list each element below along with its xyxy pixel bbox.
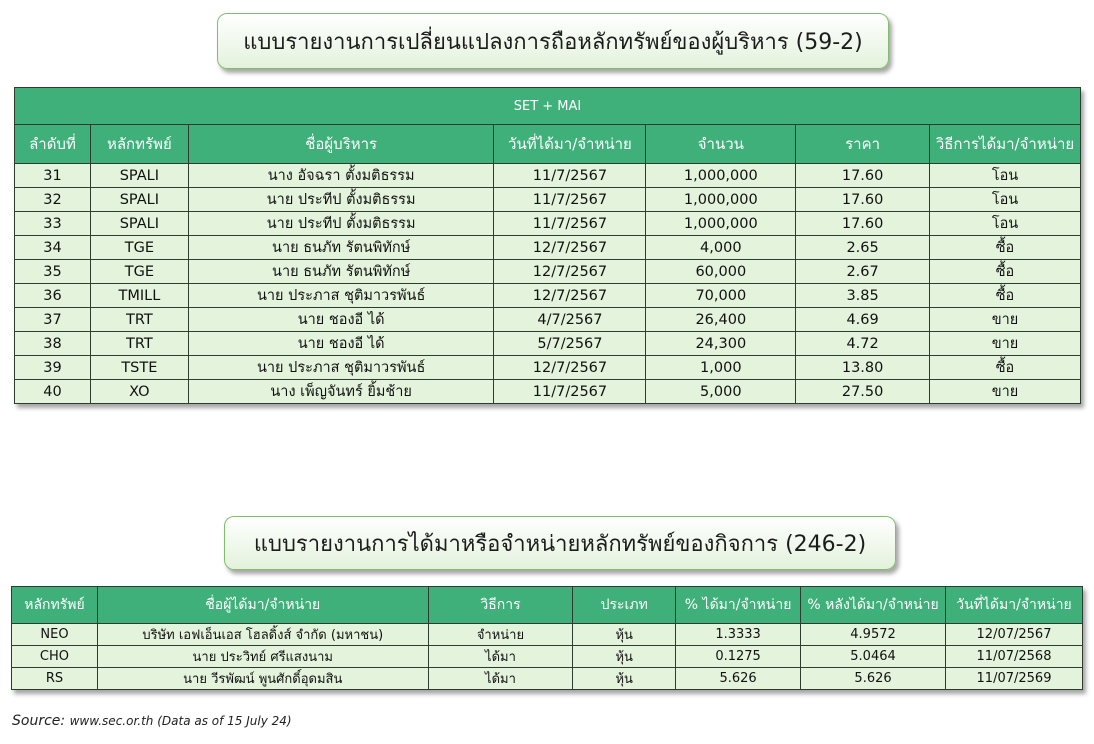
table-cell: 35 xyxy=(15,260,91,284)
table-row xyxy=(15,236,1081,260)
table-cell: ได้มา xyxy=(428,646,573,668)
source-text: www.sec.or.th (Data as of 15 July 24) xyxy=(69,714,292,728)
table-cell: 24,300 xyxy=(646,332,796,356)
table-row xyxy=(15,284,1081,308)
table-row xyxy=(15,260,1081,284)
table-cell: 40 xyxy=(15,380,91,404)
table-cell: 13.80 xyxy=(796,356,930,380)
column-header: ชื่อผู้ได้มา/จำหน่าย xyxy=(97,587,428,624)
column-header: วิธีการได้มา/จำหน่าย xyxy=(929,125,1080,164)
table-cell: 5.626 xyxy=(676,668,801,690)
table-cell: โอน xyxy=(929,188,1080,212)
table-cell: 17.60 xyxy=(796,188,930,212)
table-cell: 12/07/2567 xyxy=(946,624,1083,646)
table-cell: 5.0464 xyxy=(801,646,946,668)
table-cell: 27.50 xyxy=(796,380,930,404)
table-cell: SPALI xyxy=(90,212,188,236)
table-cell: CHO xyxy=(12,646,98,668)
table-cell: 12/7/2567 xyxy=(494,356,646,380)
table-row xyxy=(12,646,1083,668)
table-cell: นาย ธนภัท รัตนพิทักษ์ xyxy=(188,236,494,260)
table-cell: นาง อัจฉรา ตั้งมติธรรม xyxy=(188,164,494,188)
table-cell: 1,000,000 xyxy=(646,212,796,236)
table-cell: หุ้น xyxy=(573,624,676,646)
table-cell: TGE xyxy=(90,236,188,260)
table-cell: 11/7/2567 xyxy=(494,212,646,236)
table-cell: 4/7/2567 xyxy=(494,308,646,332)
table-row xyxy=(12,668,1083,690)
table-cell: บริษัท เอฟเอ็นเอส โฮลดิ้งส์ จำกัด (มหาชน) xyxy=(97,624,428,646)
column-header: % ได้มา/จำหน่าย xyxy=(676,587,801,624)
table-cell: 11/7/2567 xyxy=(494,380,646,404)
column-header: จำนวน xyxy=(646,125,796,164)
table-cell: SPALI xyxy=(90,164,188,188)
table-cell: TSTE xyxy=(90,356,188,380)
column-header: % หลังได้มา/จำหน่าย xyxy=(801,587,946,624)
table-cell: 60,000 xyxy=(646,260,796,284)
table-cell: 36 xyxy=(15,284,91,308)
table-cell: 12/7/2567 xyxy=(494,260,646,284)
column-header: ประเภท xyxy=(573,587,676,624)
table-cell: 5,000 xyxy=(646,380,796,404)
table-cell: 4.72 xyxy=(796,332,930,356)
table-cell: 12/7/2567 xyxy=(494,284,646,308)
table-cell: 17.60 xyxy=(796,212,930,236)
table-cell: 5.626 xyxy=(801,668,946,690)
column-header: วันที่ได้มา/จำหน่าย xyxy=(946,587,1083,624)
table-cell: โอน xyxy=(929,212,1080,236)
table-cell: 39 xyxy=(15,356,91,380)
table-cell: โอน xyxy=(929,164,1080,188)
table-cell: 70,000 xyxy=(646,284,796,308)
table-cell: นาย ชองอี ได้ xyxy=(188,332,494,356)
table-cell: ขาย xyxy=(929,332,1080,356)
table-cell: 11/7/2567 xyxy=(494,188,646,212)
table-cell: จำหน่าย xyxy=(428,624,573,646)
table-cell: 1,000,000 xyxy=(646,188,796,212)
table-cell: 31 xyxy=(15,164,91,188)
table-row xyxy=(15,356,1081,380)
source-note xyxy=(12,713,292,729)
table-cell: TRT xyxy=(90,308,188,332)
market-banner: SET + MAI xyxy=(15,88,1081,125)
table-cell: 32 xyxy=(15,188,91,212)
table-cell: หุ้น xyxy=(573,668,676,690)
table-cell: 2.67 xyxy=(796,260,930,284)
table-cell: นาย ชองอี ได้ xyxy=(188,308,494,332)
column-header: วันที่ได้มา/จำหน่าย xyxy=(494,125,646,164)
table-cell: TMILL xyxy=(90,284,188,308)
company-acquisition-table xyxy=(11,586,1083,690)
table-cell: หุ้น xyxy=(573,646,676,668)
table-cell: 11/07/2568 xyxy=(946,646,1083,668)
table-row xyxy=(15,188,1081,212)
table-cell: นาย ประภาส ชุติมาวรพันธ์ xyxy=(188,284,494,308)
table-cell: 1,000 xyxy=(646,356,796,380)
table-cell: 3.85 xyxy=(796,284,930,308)
table-cell: นาง เพ็ญจันทร์ ยิ้มช้าย xyxy=(188,380,494,404)
table-cell: XO xyxy=(90,380,188,404)
table-cell: 17.60 xyxy=(796,164,930,188)
table-cell: 37 xyxy=(15,308,91,332)
table-cell: ซื้อ xyxy=(929,260,1080,284)
table-cell: 34 xyxy=(15,236,91,260)
column-header: หลักทรัพย์ xyxy=(12,587,98,624)
table-cell: 26,400 xyxy=(646,308,796,332)
table-cell: นาย ประทีป ตั้งมติธรรม xyxy=(188,212,494,236)
table-cell: 33 xyxy=(15,212,91,236)
table-cell: 4.69 xyxy=(796,308,930,332)
table-cell: ขาย xyxy=(929,380,1080,404)
table-row xyxy=(15,164,1081,188)
table-cell: นาย วีรพัฒน์ พูนศักดิ์อุดมสิน xyxy=(97,668,428,690)
table-row xyxy=(15,332,1081,356)
table-cell: 1.3333 xyxy=(676,624,801,646)
table-cell: นาย ธนภัท รัตนพิทักษ์ xyxy=(188,260,494,284)
table-cell: นาย ประวิทย์ ศรีแสงนาม xyxy=(97,646,428,668)
source-label: Source: xyxy=(12,713,66,729)
table-cell: 2.65 xyxy=(796,236,930,260)
table-cell: RS xyxy=(12,668,98,690)
table-cell: 5/7/2567 xyxy=(494,332,646,356)
table-cell: ซื้อ xyxy=(929,236,1080,260)
table-row xyxy=(15,212,1081,236)
table-cell: 11/7/2567 xyxy=(494,164,646,188)
table-cell: NEO xyxy=(12,624,98,646)
executive-holdings-table xyxy=(14,87,1081,404)
table-cell: ขาย xyxy=(929,308,1080,332)
table-cell: ซื้อ xyxy=(929,356,1080,380)
table-cell: 1,000,000 xyxy=(646,164,796,188)
section2-title: แบบรายงานการได้มาหรือจำหน่ายหลักทรัพย์ของกิจการ (246-2) xyxy=(224,516,896,570)
table-cell: 38 xyxy=(15,332,91,356)
table-cell: TRT xyxy=(90,332,188,356)
table-cell: 4.9572 xyxy=(801,624,946,646)
column-header: หลักทรัพย์ xyxy=(90,125,188,164)
table-row xyxy=(15,308,1081,332)
column-header: ราคา xyxy=(796,125,930,164)
table-row xyxy=(15,380,1081,404)
table-cell: 12/7/2567 xyxy=(494,236,646,260)
table-cell: SPALI xyxy=(90,188,188,212)
section1-title: แบบรายงานการเปลี่ยนแปลงการถือหลักทรัพย์ของผู้บริหาร (59-2) xyxy=(217,13,889,69)
table-cell: นาย ประทีป ตั้งมติธรรม xyxy=(188,188,494,212)
column-header: วิธีการ xyxy=(428,587,573,624)
table-cell: 4,000 xyxy=(646,236,796,260)
table-cell: ซื้อ xyxy=(929,284,1080,308)
table-cell: 0.1275 xyxy=(676,646,801,668)
table-row xyxy=(12,624,1083,646)
table-cell: TGE xyxy=(90,260,188,284)
table-cell: นาย ประภาส ชุติมาวรพันธ์ xyxy=(188,356,494,380)
table-cell: 11/07/2569 xyxy=(946,668,1083,690)
column-header: ชื่อผู้บริหาร xyxy=(188,125,494,164)
column-header: ลำดับที่ xyxy=(15,125,91,164)
table-cell: ได้มา xyxy=(428,668,573,690)
